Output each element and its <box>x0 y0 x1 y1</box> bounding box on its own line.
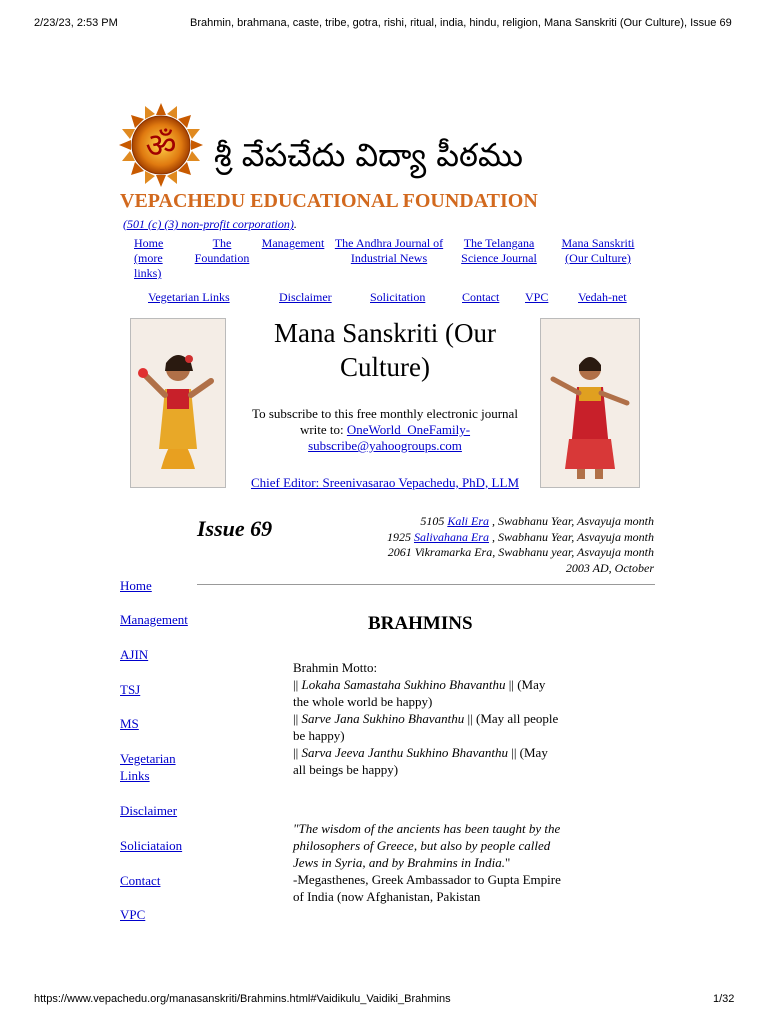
motto-line-1 <box>293 676 563 710</box>
motto-bars: || <box>293 745 302 760</box>
sidebar-item-vpc[interactable]: VPC <box>120 907 146 922</box>
subscribe-email-link[interactable]: OneWorld_OneFamily-subscribe@yahoogroups.com <box>308 422 471 453</box>
motto-bars: || <box>293 711 302 726</box>
era-text: 1925 <box>386 530 414 544</box>
era-line-ad: 2003 AD, October <box>565 561 654 575</box>
sidebar-item-tsj[interactable]: TSJ <box>120 682 141 697</box>
sidebar-item-disclaimer[interactable]: Disclaimer <box>120 803 178 818</box>
motto-translation: || (May all people be happy) <box>293 711 559 743</box>
sidebar-item-home[interactable]: Home <box>120 578 152 593</box>
motto-line-2 <box>293 710 563 744</box>
motto-sanskrit: Lokaha Samastaha Sukhino Bhavanthu <box>301 677 506 692</box>
motto-translation: || (May all beings be happy) <box>293 745 548 777</box>
salivahana-era-link[interactable]: Salivahana Era <box>413 530 489 544</box>
sidebar-item-vegetarian-links[interactable]: Vegetarian Links <box>120 751 176 783</box>
nav-solicitation[interactable]: Solicitation <box>370 290 426 304</box>
motto-translation: || (May the whole world be happy) <box>293 677 546 709</box>
nav-ajin[interactable]: The Andhra Journal of Industrial News <box>334 236 444 265</box>
journal-title: Mana Sanskriti (Our Culture) <box>274 318 496 382</box>
sidebar-item-contact[interactable]: Contact <box>120 873 161 888</box>
motto-sanskrit: Sarva Jeeva Janthu Sukhino Bhavanthu <box>301 745 508 760</box>
era-text: , Swabhanu Year, Asvayuja month <box>488 514 654 528</box>
nav-home[interactable]: Home (more links) <box>134 236 164 280</box>
nav-management[interactable]: Management <box>261 236 325 250</box>
nav-vedah-net[interactable]: Vedah-net <box>578 290 627 304</box>
om-sun-icon <box>118 102 204 188</box>
quote-block <box>293 820 563 905</box>
article-heading: BRAHMINS <box>368 613 473 634</box>
era-line-kali <box>420 514 654 529</box>
motto-block <box>293 659 563 778</box>
nav-tsj[interactable]: The Telangana Science Journal <box>461 236 537 265</box>
issue-number: Issue 69 <box>197 516 273 541</box>
megasthenes-quote: "The wisdom of the ancients has been taught by the philosophers of Greece, but also by people called Jews in Syria, and by Brahmins in India. <box>293 821 561 870</box>
nonprofit-link[interactable]: (501 (c) (3) non-profit corporation) <box>123 217 294 231</box>
era-text: , Swabhanu Year, Asvayuja month <box>488 530 654 544</box>
motto-label: Brahmin Motto: <box>293 660 378 675</box>
motto-line-3 <box>293 744 563 778</box>
nav-foundation[interactable]: The Foundation <box>194 236 250 265</box>
era-line-vikramarka: 2061 Vikramarka Era, Swabhanu year, Asvayuja month <box>387 545 654 559</box>
print-doc-title: Brahmin, brahmana, caste, tribe, gotra, rishi, ritual, india, hindu, religion, Mana Sanskriti (Our Culture), Issue 69 <box>190 17 732 29</box>
subscribe-text: To subscribe to this free monthly electronic journal write to: <box>252 406 518 437</box>
sidebar-item-management[interactable]: Management <box>120 612 188 627</box>
kali-era-link[interactable]: Kali Era <box>447 514 489 528</box>
nonprofit-line <box>123 217 297 232</box>
sidebar-item-solicitation[interactable]: Soliciataion <box>120 838 183 853</box>
dancer-photo-left <box>130 318 226 488</box>
motto-sanskrit: Sarve Jana Sukhino Bhavanthu <box>301 711 465 726</box>
header-divider <box>197 584 655 585</box>
motto-bars: || <box>293 677 302 692</box>
print-url: https://www.vepachedu.org/manasanskriti/Brahmins.html#Vaidikulu_Vaidiki_Brahmins <box>34 993 451 1005</box>
telugu-title: శ్రీ వేపచేదు విద్యా పీఠము <box>214 136 523 174</box>
nav-disclaimer[interactable]: Disclaimer <box>279 290 332 304</box>
nav-vegetarian-links[interactable]: Vegetarian Links <box>148 290 230 304</box>
svg-text:ॐ: ॐ <box>145 126 177 166</box>
sidebar-item-ajin[interactable]: AJIN <box>120 647 149 662</box>
print-datetime: 2/23/23, 2:53 PM <box>34 17 118 29</box>
chief-editor-link[interactable]: Chief Editor: Sreenivasarao Vepachedu, PhD, LLM <box>251 475 519 490</box>
quote-close: " <box>504 855 511 870</box>
nav-contact[interactable]: Contact <box>462 290 500 304</box>
quote-attribution: -Megasthenes, Greek Ambassador to Gupta Empire of India (now Afghanistan, Pakistan <box>293 872 561 904</box>
era-line-salivahana <box>387 530 654 545</box>
dancer-photo-right <box>540 318 640 488</box>
org-name: VEPACHEDU EDUCATIONAL FOUNDATION <box>120 190 538 212</box>
subscribe-block <box>248 406 522 454</box>
nonprofit-close: . <box>293 217 297 231</box>
era-text: 5105 <box>420 514 448 528</box>
nav-mana-sanskriti[interactable]: Mana Sanskriti (Our Culture) <box>561 236 635 265</box>
print-page-number: 1/32 <box>713 993 735 1005</box>
sidebar-item-ms[interactable]: MS <box>120 716 139 731</box>
nav-vpc[interactable]: VPC <box>525 290 549 304</box>
